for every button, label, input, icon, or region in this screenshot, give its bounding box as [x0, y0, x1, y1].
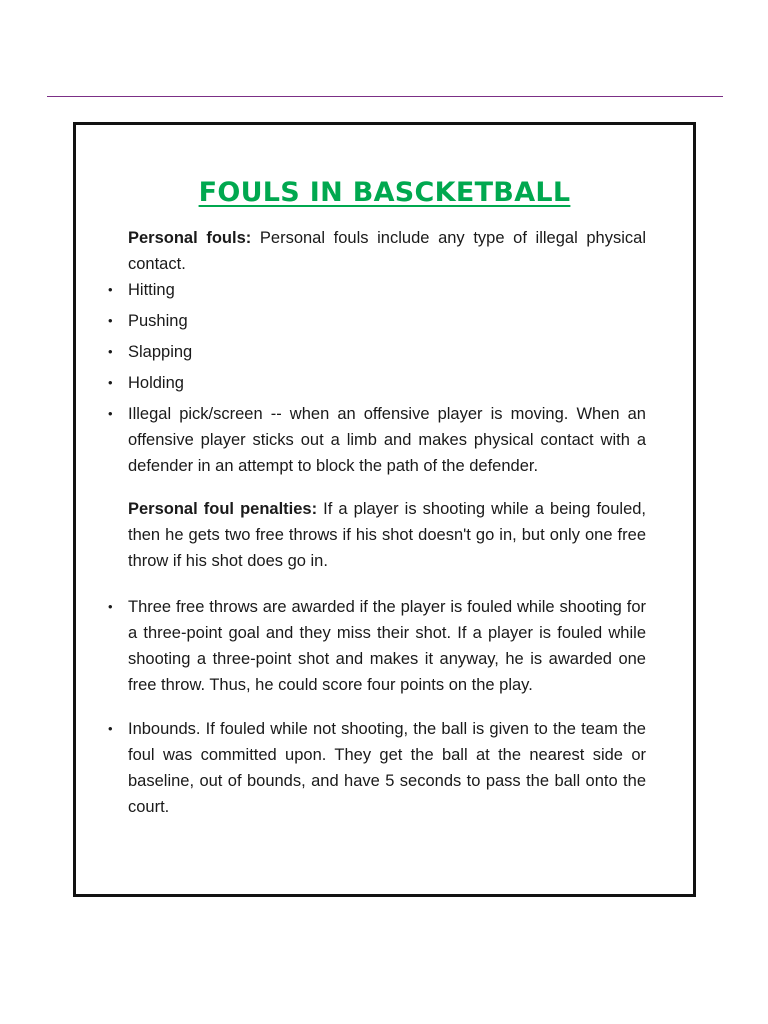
list-item-text: Hitting — [128, 281, 175, 299]
bullet-icon: • — [108, 282, 113, 297]
document-body — [108, 225, 647, 820]
list-item — [108, 308, 646, 339]
list-item-text: Illegal pick/screen -- when an offensive player is moving. When an offensive player sticks out a limb and makes physical contact with a defender in an attempt to block the path of the defender. — [128, 405, 646, 475]
bullet-icon: • — [108, 599, 113, 614]
penalties-label: Personal foul penalties: — [128, 500, 318, 518]
personal-fouls-paragraph — [128, 225, 646, 277]
list-item — [108, 401, 646, 479]
top-divider — [47, 96, 723, 97]
list-item-text: Three free throws are awarded if the player is fouled while shooting for a three-point goal and they miss their shot. If a player is fouled while shooting a three-point shot and makes it anyway, he is awarded one free throw. Thus, he could score four points on the play. — [128, 598, 646, 694]
list-item-text: Pushing — [128, 312, 188, 330]
document-frame — [73, 122, 696, 897]
penalties-text: If a player is shooting while a being fouled, then he gets two free throws if his shot doesn't go in, but only one free throw if his shot does go in. — [128, 500, 647, 570]
penalties-paragraph — [128, 496, 646, 574]
list-item — [108, 594, 646, 698]
list-item — [108, 277, 646, 308]
bullet-icon: • — [108, 721, 113, 736]
personal-fouls-text: Personal fouls include any type of illegal physical contact. — [128, 229, 646, 273]
list-item-text: Slapping — [128, 343, 193, 361]
list-item-text: Inbounds. If fouled while not shooting, the ball is given to the team the foul was committed upon. They get the ball at the nearest side or baseline, out of bounds, and have 5 seconds to pass the ball onto the court. — [128, 720, 646, 816]
personal-fouls-label: Personal fouls: — [128, 229, 252, 247]
penalty-items-list — [108, 594, 646, 820]
bullet-icon: • — [108, 344, 113, 359]
bullet-icon: • — [108, 406, 113, 421]
document-title: FOULS IN BASCKETBALL — [198, 177, 571, 208]
bullet-icon: • — [108, 313, 113, 328]
list-item — [108, 370, 646, 401]
list-item-text: Holding — [128, 374, 184, 392]
list-item — [108, 716, 646, 820]
foul-types-list — [108, 277, 646, 479]
list-item — [108, 339, 646, 370]
bullet-icon: • — [108, 375, 113, 390]
